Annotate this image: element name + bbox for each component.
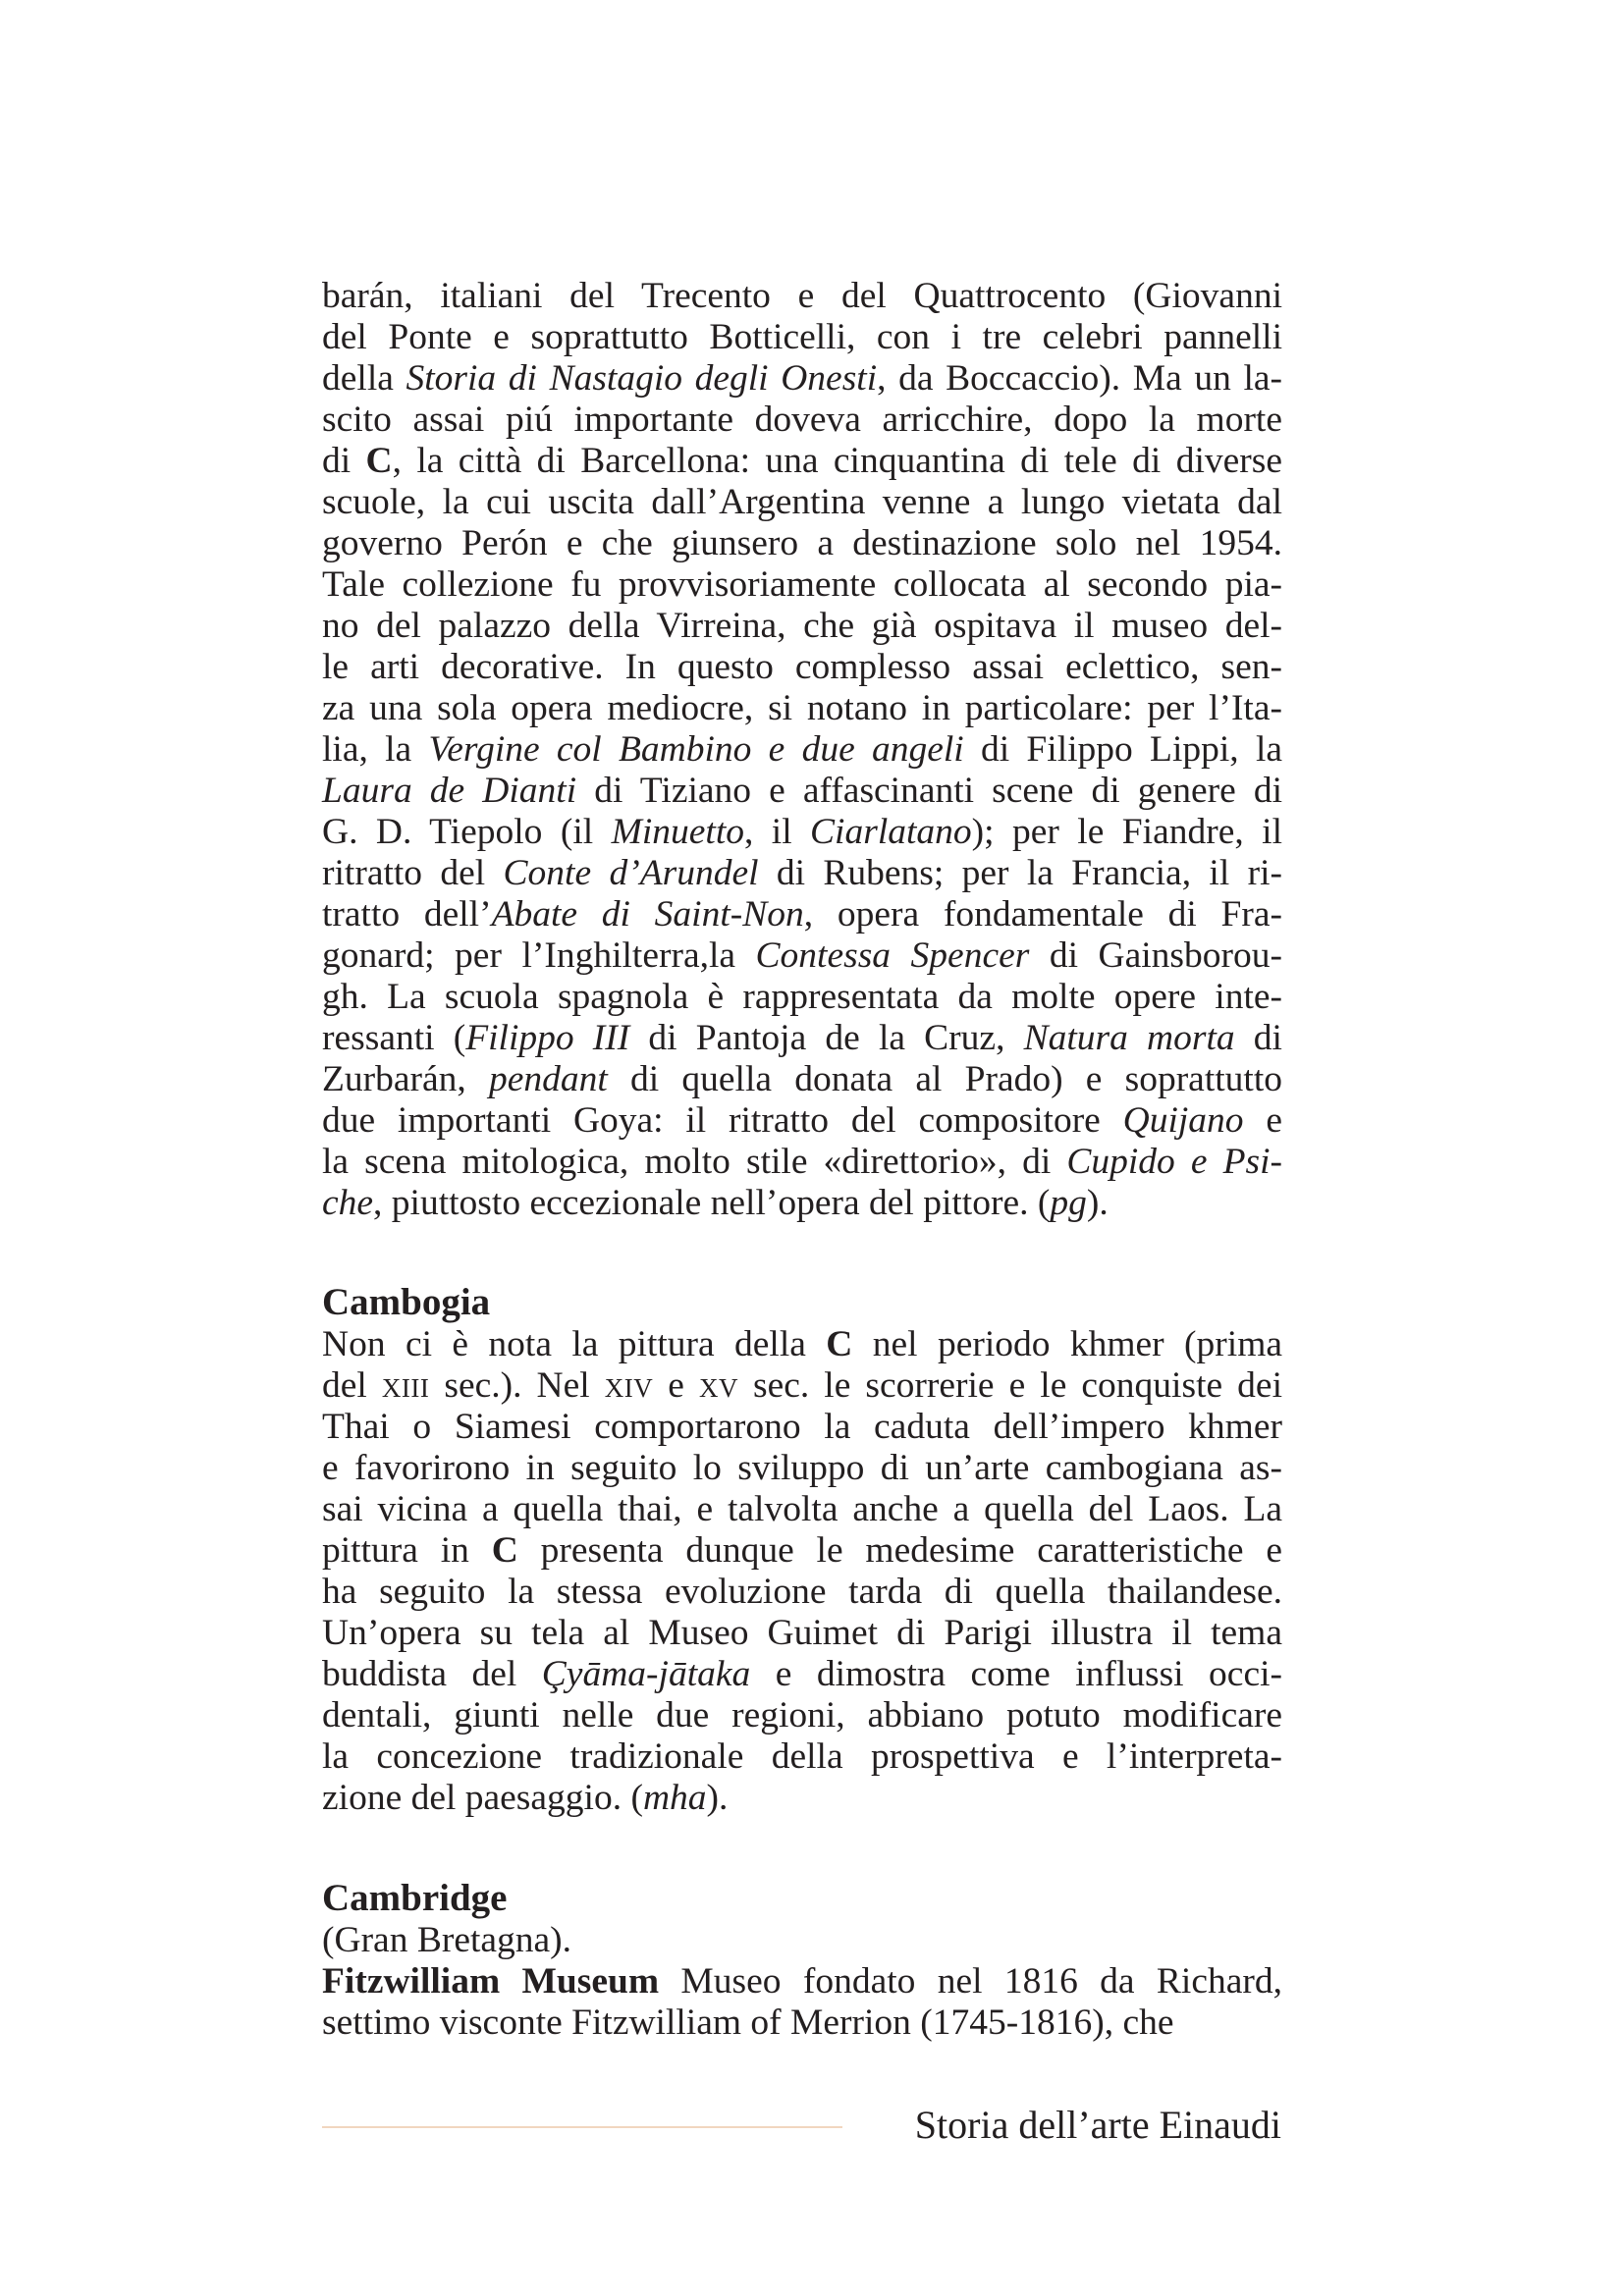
century-numeral: XV xyxy=(698,1373,738,1403)
bold-term: Fitzwilliam Museum xyxy=(322,1961,660,2002)
text-line xyxy=(322,276,1282,317)
text-run: Thai o Siamesi comportarono la caduta dell’impero khmer xyxy=(322,1407,1282,1447)
bold-term: C xyxy=(826,1324,853,1364)
text-run: ). xyxy=(1086,1183,1109,1223)
bold-term: C xyxy=(365,441,393,481)
text-line xyxy=(322,441,1282,482)
text-line xyxy=(322,400,1282,441)
italic-title: mha xyxy=(642,1778,707,1818)
text-run: Museo fondato nel 1816 da Richard, xyxy=(659,1961,1282,2002)
text-line xyxy=(322,1183,1282,1224)
text-run: Tale collezione fu provvisoriamente collocata al secondo pia- xyxy=(322,564,1282,605)
text-run: del xyxy=(322,1365,382,1406)
text-line xyxy=(322,812,1282,853)
text-line xyxy=(322,1489,1282,1530)
text-run: due importanti Goya: il ritratto del compositore xyxy=(322,1100,1123,1141)
text-line xyxy=(322,1365,1282,1407)
text-run: e xyxy=(1243,1100,1282,1141)
text-run: di Rubens; per la Francia, il ri- xyxy=(758,853,1282,893)
text-run: sai vicina a quella thai, e talvolta anche a quella del Laos. La xyxy=(322,1489,1282,1529)
text-run: zione del paesaggio. ( xyxy=(322,1778,643,1818)
text-run: Zurbarán, xyxy=(322,1059,489,1099)
text-line xyxy=(322,1530,1282,1572)
text-run: la scena mitologica, molto stile «direttorio», di xyxy=(322,1142,1067,1182)
text-run: della xyxy=(322,358,406,399)
text-line xyxy=(322,1778,1282,1819)
italic-title: Cupido e Psi- xyxy=(1066,1142,1283,1182)
text-run: del Ponte e soprattutto Botticelli, con i tre celebri pannelli xyxy=(322,317,1282,357)
text-line xyxy=(322,1018,1282,1059)
italic-title: Minuetto xyxy=(611,812,744,852)
italic-title: Laura de Dianti xyxy=(322,771,577,811)
italic-title: Filippo III xyxy=(465,1018,630,1058)
text-line xyxy=(322,1100,1282,1142)
text-run: scito assai piú importante doveva arricchire, dopo la morte xyxy=(322,400,1282,440)
italic-title: Vergine col Bambino e due angeli xyxy=(428,729,964,770)
text-run: ha seguito la stessa evoluzione tarda di quella thailandese. xyxy=(322,1572,1282,1612)
text-run: gonard; per l’Inghilterra,la xyxy=(322,935,756,976)
text-line xyxy=(322,1142,1282,1183)
text-line xyxy=(322,1059,1282,1100)
text-run: pittura in xyxy=(322,1530,492,1571)
text-line xyxy=(322,1324,1282,1365)
text-run: scuole, la cui uscita dall’Argentina venne a lungo vietata dal xyxy=(322,482,1282,522)
text-line xyxy=(322,853,1282,894)
text-run: lia, la xyxy=(322,729,429,770)
text-run: di quella donata al Prado) e soprattutto xyxy=(607,1059,1283,1099)
text-line xyxy=(322,2002,1282,2044)
text-line xyxy=(322,894,1282,935)
italic-title: Abate di Saint-Non xyxy=(491,894,804,934)
text-line xyxy=(322,1695,1282,1736)
text-run: di xyxy=(1234,1018,1282,1058)
text-run: e xyxy=(653,1365,699,1406)
text-line xyxy=(322,935,1282,977)
text-run: la concezione tradizionale della prospettiva e l’interpreta- xyxy=(322,1736,1282,1777)
text-run: nel periodo khmer (prima xyxy=(852,1324,1283,1364)
text-run: buddista del xyxy=(322,1654,542,1694)
text-run: e favorirono in seguito lo sviluppo di un’arte cambogiana as- xyxy=(322,1448,1282,1488)
text-line xyxy=(322,729,1282,771)
text-run: e dimostra come influssi occi- xyxy=(750,1654,1282,1694)
text-run: , opera fondamentale di Fra- xyxy=(803,894,1282,934)
text-line xyxy=(322,1407,1282,1448)
italic-title: Natura morta xyxy=(1023,1018,1235,1058)
text-run: gh. La scuola spagnola è rappresentata da molte opere inte- xyxy=(322,977,1282,1017)
section-body xyxy=(322,1920,1282,2044)
text-run: G. D. Tiepolo (il xyxy=(322,812,612,852)
text-run: di Filippo Lippi, la xyxy=(963,729,1283,770)
text-run: ); per le Fiandre, il xyxy=(971,812,1282,852)
section-body xyxy=(322,1324,1282,1819)
italic-title: Conte d’Arundel xyxy=(503,853,759,893)
text-line xyxy=(322,771,1282,812)
text-run: sec.). Nel xyxy=(429,1365,605,1406)
text-run: Non ci è nota la pittura della xyxy=(322,1324,827,1364)
text-run: dentali, giunti nelle due regioni, abbiano potuto modificare xyxy=(322,1695,1282,1735)
text-run: di Tiziano e affascinanti scene di genere di xyxy=(576,771,1282,811)
text-run: ritratto del xyxy=(322,853,504,893)
text-line xyxy=(322,1920,1282,1961)
text-line xyxy=(322,1961,1282,2002)
text-run: di Gainsborou- xyxy=(1029,935,1282,976)
text-run: barán, italiani del Trecento e del Quattrocento (Giovanni xyxy=(322,276,1282,316)
text-line xyxy=(322,358,1282,400)
text-line xyxy=(322,1448,1282,1489)
text-line xyxy=(322,688,1282,729)
text-run: , il xyxy=(743,812,811,852)
text-run: di Pantoja de la Cruz, xyxy=(629,1018,1024,1058)
text-line xyxy=(322,1736,1282,1778)
text-run: (Gran Bretagna). xyxy=(322,1920,572,1960)
text-run: , da Boccaccio). Ma un la- xyxy=(877,358,1282,399)
text-run: za una sola opera mediocre, si notano in particolare: per l’Ita- xyxy=(322,688,1282,728)
text-line xyxy=(322,647,1282,688)
italic-title: Çyāma-jātaka xyxy=(541,1654,751,1694)
text-run: , piuttosto eccezionale nell’opera del pittore. ( xyxy=(373,1183,1051,1223)
text-run: settimo visconte Fitzwilliam of Merrion (1745-1816), che xyxy=(322,2002,1174,2043)
text-line xyxy=(322,317,1282,358)
text-line xyxy=(322,482,1282,523)
text-line xyxy=(322,1654,1282,1695)
italic-title: Quijano xyxy=(1122,1100,1244,1141)
text-run: di xyxy=(322,441,366,481)
text-line xyxy=(322,977,1282,1018)
text-run: sec. le scorrerie e le conquiste dei xyxy=(737,1365,1282,1406)
text-line xyxy=(322,564,1282,606)
section-heading: Cambridge xyxy=(322,1877,508,1919)
italic-title: Ciarlatano xyxy=(810,812,972,852)
bold-term: C xyxy=(491,1530,518,1571)
italic-title: Contessa Spencer xyxy=(755,935,1030,976)
footer-publisher: Storia dell’arte Einaudi xyxy=(914,2103,1281,2147)
section-cambridge xyxy=(322,1877,1282,2044)
text-line xyxy=(322,1572,1282,1613)
footer-rule xyxy=(322,2126,842,2128)
text-line xyxy=(322,1613,1282,1654)
text-line xyxy=(322,606,1282,647)
section-heading: Cambogia xyxy=(322,1281,491,1323)
section-cambogia xyxy=(322,1281,1282,1819)
text-run: ressanti ( xyxy=(322,1018,466,1058)
italic-title: pg xyxy=(1050,1183,1087,1223)
text-run: no del palazzo della Virreina, che già ospitava il museo del- xyxy=(322,606,1282,646)
text-run: tratto dell’ xyxy=(322,894,492,934)
text-run: le arti decorative. In questo complesso assai eclettico, sen- xyxy=(322,647,1282,687)
text-run: governo Perón e che giunsero a destinazione solo nel 1954. xyxy=(322,523,1282,563)
text-run: , la città di Barcellona: una cinquantina di tele di diverse xyxy=(392,441,1282,481)
italic-title: Storia di Nastagio degli Onesti xyxy=(406,358,878,399)
text-run: ). xyxy=(706,1778,729,1818)
paragraph-barcellona-collection xyxy=(322,276,1282,1224)
text-line xyxy=(322,523,1282,564)
italic-title: che xyxy=(322,1183,374,1223)
text-run: presenta dunque le medesime caratteristiche e xyxy=(517,1530,1282,1571)
italic-title: pendant xyxy=(489,1059,608,1099)
text-run: Un’opera su tela al Museo Guimet di Parigi illustra il tema xyxy=(322,1613,1282,1653)
century-numeral: XIII xyxy=(381,1373,430,1403)
century-numeral: XIV xyxy=(604,1373,654,1403)
